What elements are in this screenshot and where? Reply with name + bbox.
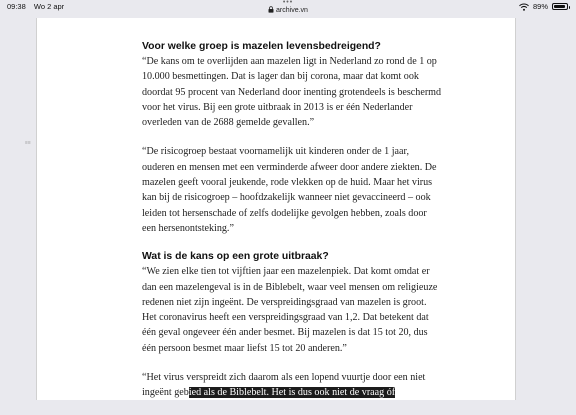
text-selection-highlight[interactable]: ied als de Biblebelt. Het is dus ook niet de vraag óf	[188, 387, 396, 399]
lock-icon	[268, 6, 274, 13]
paragraph-4-text: “Het virus verspreidt zich daarom als een lopend vuurtje door een niet ingeënt geb	[142, 372, 426, 399]
status-date: Wo 2 apr	[33, 2, 65, 11]
status-time: 09:38	[7, 2, 26, 11]
url-text[interactable]: archive.vn	[276, 7, 308, 14]
multitasking-dots-icon[interactable]: •••	[282, 0, 294, 6]
battery-icon	[552, 3, 568, 10]
sidebar-handle-icon[interactable]: ≡≡	[25, 140, 31, 146]
article-paragraph-2: “De risicogroep bestaat voornamelijk uit kinderen onder de 1 jaar, ouderen en mensen met een verminderde afweer door andere ziekten. De mazelen geeft vooral jeukende, rode vlekken op de huid. Maar het virus kan bij de risicogroep – hoofdzakelijk wanneer niet gevaccineerd – ook leiden tot hersenschade of zelfs dodelijke gevolgen hebben, zoals door een hersenontsteking.”	[142, 146, 437, 234]
article-content	[142, 40, 442, 415]
section-heading-outbreak: Wat is de kans op een grote uitbraak?	[142, 251, 329, 263]
battery-percent: 89%	[532, 2, 548, 11]
article-paragraph-4	[142, 370, 442, 401]
wifi-icon	[519, 3, 529, 11]
browser-address[interactable]	[0, 0, 576, 15]
article-paragraph-1: “De kans om te overlijden aan mazelen ligt in Nederland zo rond de 1 op 10.000 besmettingen. Dat is lager dan bij corona, maar dat komt ook doordat 95 procent van Nederland door inenting grotendeels is beschermd voor het virus. Bij een grote uitbraak in 2013 is er één Nederlander overleden van de 2688 gemelde gevallen.”	[142, 56, 442, 129]
status-bar	[0, 0, 576, 14]
section-heading-risk-group: Voor welke groep is mazelen levensbedreigend?	[142, 41, 381, 52]
status-right	[519, 2, 568, 11]
battery-fill	[554, 5, 565, 8]
article-paragraph-3: “We zien elke tien tot vijftien jaar een mazelenpiek. Dat komt omdat er dan een mazelengeval is in de Biblebelt, waar veel mensen om religieuze redenen niet zijn ingeënt. De verspreidingsgraad van mazelen is groot. Het coronavirus heeft een verspreidingsgraad van 1,2. Dat betekent dat één geval ongeveer één ander besmet. Bij mazelen is dat 15 tot 20, dus één persoon besmet maar liefst 15 tot 20 anderen.”	[142, 266, 438, 354]
article-page	[36, 18, 516, 400]
